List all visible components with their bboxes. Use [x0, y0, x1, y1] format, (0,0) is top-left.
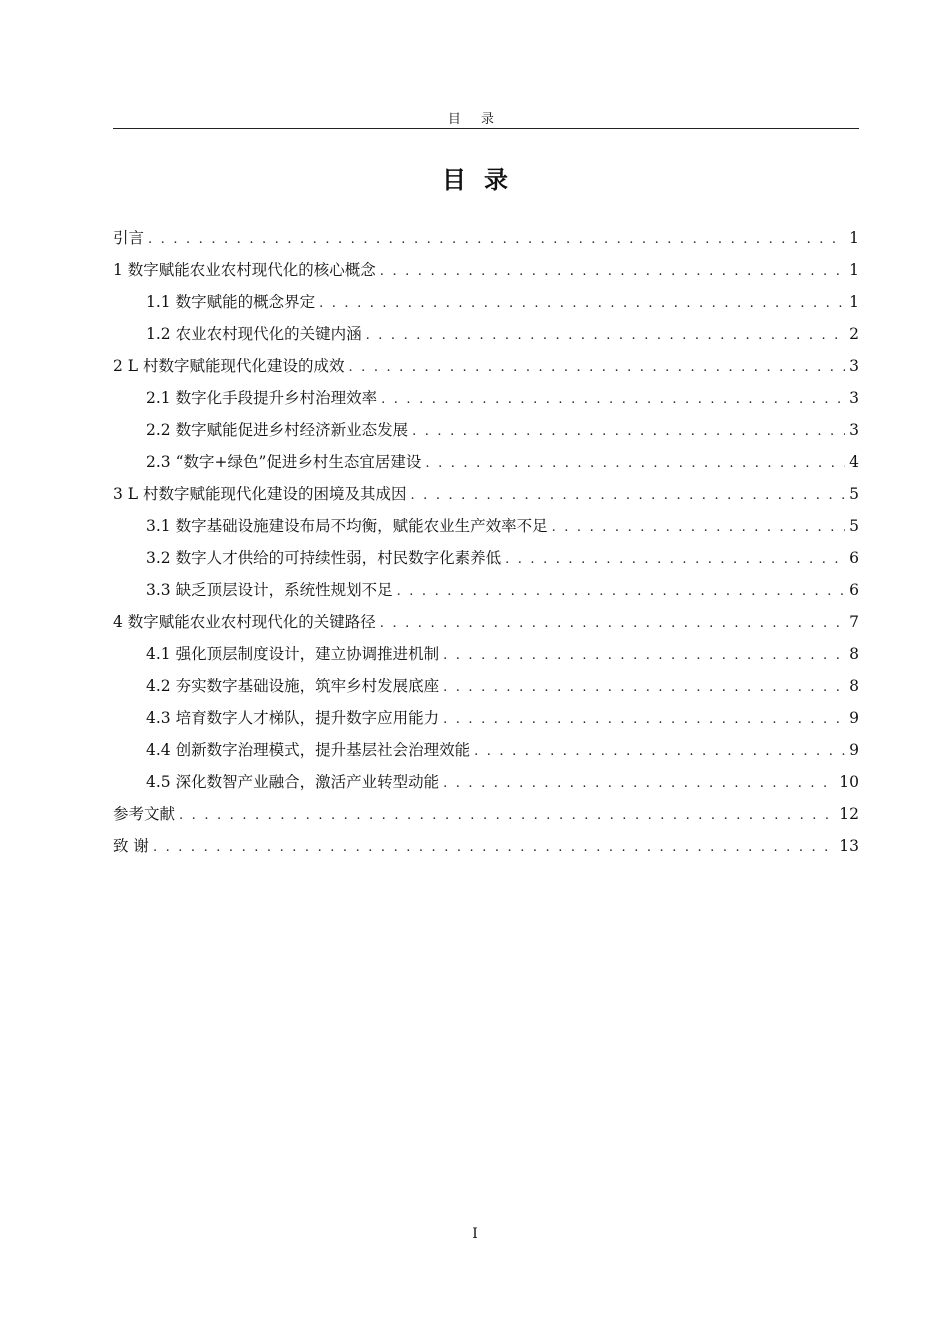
toc-subentry[interactable] [113, 510, 859, 542]
toc-entry-page: 5 [849, 485, 859, 503]
toc-entry-label: 3.1 数字基础设施建设布局不均衡，赋能农业生产效率不足 [146, 517, 548, 535]
toc-entry-label: 参考文献 [113, 805, 176, 823]
toc-leader-dots [443, 672, 845, 704]
table-of-contents [113, 222, 859, 862]
toc-entry[interactable] [113, 830, 859, 862]
toc-entry-label: 2 L 村数字赋能现代化建设的成效 [113, 357, 345, 375]
toc-entry-label: 致 谢 [113, 837, 149, 855]
toc-entry-page: 10 [839, 773, 859, 791]
toc-entry[interactable] [113, 798, 859, 830]
toc-entry-page: 6 [849, 549, 859, 567]
toc-leader-dots [412, 416, 845, 448]
toc-entry-label: 4.1 强化顶层制度设计，建立协调推进机制 [146, 645, 440, 663]
toc-entry-label: 2.2 数字赋能促进乡村经济新业态发展 [146, 421, 409, 439]
toc-leader-dots [349, 352, 845, 384]
toc-entry-page: 1 [849, 261, 859, 279]
toc-entry-page: 5 [849, 517, 859, 535]
toc-subentry[interactable] [113, 318, 859, 350]
toc-entry-page: 13 [839, 837, 859, 855]
toc-entry-page: 8 [849, 677, 859, 695]
toc-entry-label: 引言 [113, 229, 145, 247]
toc-entry-label: 4.5 深化数智产业融合，激活产业转型动能 [146, 773, 440, 791]
toc-subentry[interactable] [113, 542, 859, 574]
toc-leader-dots [474, 736, 845, 768]
toc-subentry[interactable] [113, 574, 859, 606]
toc-leader-dots [397, 576, 845, 608]
toc-subentry[interactable] [113, 414, 859, 446]
toc-entry-page: 3 [849, 389, 859, 407]
toc-leader-dots [179, 800, 835, 832]
toc-entry[interactable] [113, 254, 859, 286]
toc-entry-page: 1 [849, 229, 859, 247]
toc-entry-label: 4 数字赋能农业农村现代化的关键路径 [113, 613, 376, 631]
toc-subentry[interactable] [113, 670, 859, 702]
toc-entry-label: 4.3 培育数字人才梯队，提升数字应用能力 [146, 709, 440, 727]
toc-leader-dots [381, 384, 845, 416]
toc-entry-page: 3 [849, 357, 859, 375]
toc-leader-dots [505, 544, 845, 576]
toc-entry-label: 1.2 农业农村现代化的关键内涵 [146, 325, 362, 343]
toc-leader-dots [443, 768, 835, 800]
toc-entry[interactable] [113, 478, 859, 510]
toc-leader-dots [380, 608, 845, 640]
toc-entry-page: 12 [839, 805, 859, 823]
toc-entry-label: 3.3 缺乏顶层设计，系统性规划不足 [146, 581, 393, 599]
toc-entry-label: 3 L 村数字赋能现代化建设的困境及其成因 [113, 485, 407, 503]
toc-entry-label: 4.4 创新数字治理模式，提升基层社会治理效能 [146, 741, 471, 759]
toc-leader-dots [443, 640, 845, 672]
toc-entry-label: 1 数字赋能农业农村现代化的核心概念 [113, 261, 376, 279]
toc-entry-label: 1.1 数字赋能的概念界定 [146, 293, 316, 311]
toc-subentry[interactable] [113, 702, 859, 734]
toc-leader-dots [411, 480, 845, 512]
toc-subentry[interactable] [113, 638, 859, 670]
running-header: 目 录 [447, 112, 503, 127]
toc-entry-page: 9 [849, 741, 859, 759]
header-rule [113, 128, 859, 129]
toc-entry[interactable] [113, 350, 859, 382]
toc-entry-page: 7 [849, 613, 859, 631]
toc-subentry[interactable] [113, 734, 859, 766]
toc-entry-label: 3.2 数字人才供给的可持续性弱，村民数字化素养低 [146, 549, 502, 567]
toc-leader-dots [443, 704, 845, 736]
toc-entry-page: 8 [849, 645, 859, 663]
toc-leader-dots [366, 320, 845, 352]
toc-subentry[interactable] [113, 286, 859, 318]
page-number: I [472, 1226, 478, 1242]
toc-entry-label: 2.1 数字化手段提升乡村治理效率 [146, 389, 378, 407]
toc-leader-dots [425, 448, 845, 480]
toc-subentry[interactable] [113, 446, 859, 478]
toc-entry-page: 3 [849, 421, 859, 439]
page-title: 目录 [442, 166, 526, 194]
toc-entry-page: 9 [849, 709, 859, 727]
toc-entry[interactable] [113, 222, 859, 254]
toc-entry-page: 4 [849, 453, 859, 471]
toc-entry-label: 2.3 “数字+绿色”促进乡村生态宜居建设 [146, 453, 422, 471]
toc-leader-dots [319, 288, 845, 320]
toc-entry-page: 1 [849, 293, 859, 311]
toc-entry[interactable] [113, 606, 859, 638]
toc-entry-page: 6 [849, 581, 859, 599]
toc-subentry[interactable] [113, 766, 859, 798]
toc-leader-dots [153, 832, 835, 864]
toc-leader-dots [552, 512, 845, 544]
toc-subentry[interactable] [113, 382, 859, 414]
toc-entry-label: 4.2 夯实数字基础设施，筑牢乡村发展底座 [146, 677, 440, 695]
toc-leader-dots [148, 224, 845, 256]
toc-entry-page: 2 [849, 325, 859, 343]
toc-leader-dots [380, 256, 845, 288]
